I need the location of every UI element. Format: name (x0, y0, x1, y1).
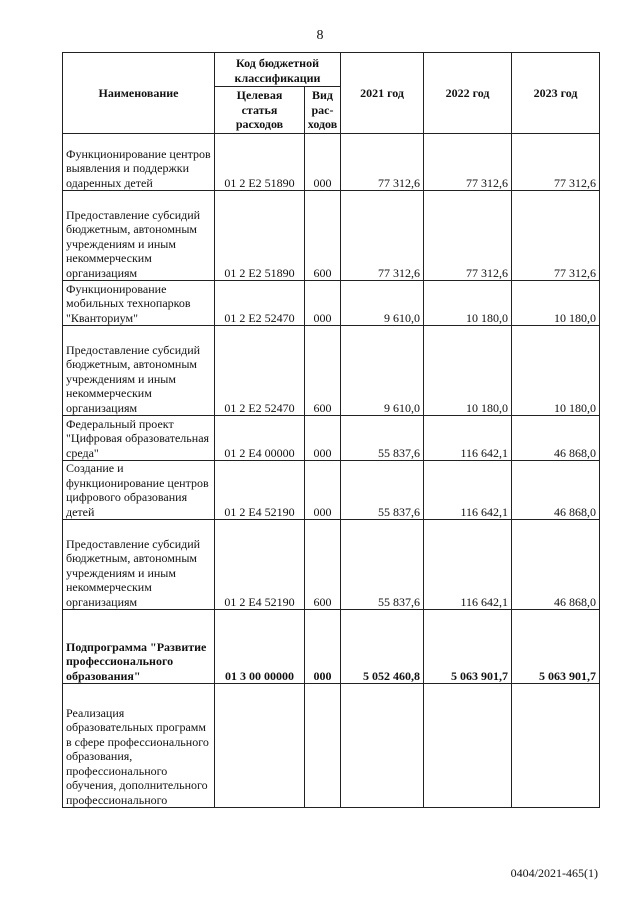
cell-target-article: 01 2 E4 52190 (215, 520, 305, 610)
cell-2023: 46 868,0 (512, 520, 600, 610)
document-code: 0404/2021-465(1) (510, 866, 598, 880)
table-header (63, 53, 600, 134)
cell-expense-type: 000 (305, 281, 341, 326)
table-row (63, 610, 600, 684)
cell-name: Предоставление субсидий бюджетным, автономным учреждениям и иным некоммерческим организациям (63, 191, 215, 281)
cell-2023: 46 868,0 (512, 416, 600, 461)
cell-target-article (215, 684, 305, 808)
cell-2022: 116 642,1 (424, 416, 512, 461)
cell-2023: 10 180,0 (512, 281, 600, 326)
cell-2022: 10 180,0 (424, 326, 512, 416)
cell-2023: 10 180,0 (512, 326, 600, 416)
header-expense-type: Вид рас-ходов (305, 87, 341, 134)
cell-expense-type: 600 (305, 520, 341, 610)
cell-2023: 77 312,6 (512, 191, 600, 281)
header-2021: 2021 год (341, 53, 424, 134)
cell-2021: 9 610,0 (341, 326, 424, 416)
cell-2021: 55 837,6 (341, 416, 424, 461)
cell-2021: 5 052 460,8 (341, 610, 424, 684)
table-row (63, 520, 600, 610)
cell-2022: 77 312,6 (424, 134, 512, 191)
table-row (63, 191, 600, 281)
cell-2022: 10 180,0 (424, 281, 512, 326)
cell-2021: 55 837,6 (341, 461, 424, 520)
cell-expense-type: 000 (305, 134, 341, 191)
cell-2022: 5 063 901,7 (424, 610, 512, 684)
table-row (63, 461, 600, 520)
table-row (63, 684, 600, 808)
cell-name: Предоставление субсидий бюджетным, автономным учреждениям и иным некоммерческим организациям (63, 520, 215, 610)
table-row (63, 134, 600, 191)
cell-2021: 9 610,0 (341, 281, 424, 326)
header-2022: 2022 год (424, 53, 512, 134)
cell-2021: 77 312,6 (341, 134, 424, 191)
table-row (63, 326, 600, 416)
cell-target-article: 01 2 E4 52190 (215, 461, 305, 520)
page-number: 8 (316, 28, 324, 43)
cell-name: Предоставление субсидий бюджетным, автономным учреждениям и иным некоммерческим организациям (63, 326, 215, 416)
cell-target-article: 01 2 E2 51890 (215, 134, 305, 191)
cell-target-article: 01 3 00 00000 (215, 610, 305, 684)
cell-expense-type: 600 (305, 191, 341, 281)
cell-name: Создание и функционирование центров цифрового образования детей (63, 461, 215, 520)
cell-expense-type (305, 684, 341, 808)
cell-2023: 77 312,6 (512, 134, 600, 191)
cell-2022: 116 642,1 (424, 461, 512, 520)
cell-2023: 46 868,0 (512, 461, 600, 520)
cell-2022: 77 312,6 (424, 191, 512, 281)
cell-2021: 55 837,6 (341, 520, 424, 610)
cell-target-article: 01 2 E2 52470 (215, 326, 305, 416)
cell-name: Подпрограмма "Развитие профессионального образования" (63, 610, 215, 684)
cell-name: Функционирование центров выявления и поддержки одаренных детей (63, 134, 215, 191)
cell-target-article: 01 2 E4 00000 (215, 416, 305, 461)
cell-2022 (424, 684, 512, 808)
cell-2022: 116 642,1 (424, 520, 512, 610)
cell-target-article: 01 2 E2 52470 (215, 281, 305, 326)
table-body (63, 134, 600, 808)
cell-expense-type: 000 (305, 461, 341, 520)
cell-expense-type: 000 (305, 610, 341, 684)
header-code-group: Код бюджетной классификации (215, 53, 341, 87)
cell-name: Федеральный проект "Цифровая образовательная среда" (63, 416, 215, 461)
header-2023: 2023 год (512, 53, 600, 134)
header-target-article: Целевая статья расходов (215, 87, 305, 134)
table-row (63, 281, 600, 326)
cell-expense-type: 600 (305, 326, 341, 416)
cell-target-article: 01 2 E2 51890 (215, 191, 305, 281)
table-row (63, 416, 600, 461)
cell-2023: 5 063 901,7 (512, 610, 600, 684)
header-name: Наименование (63, 53, 215, 134)
cell-2021 (341, 684, 424, 808)
cell-2021: 77 312,6 (341, 191, 424, 281)
cell-2023 (512, 684, 600, 808)
budget-table (62, 52, 600, 808)
cell-expense-type: 000 (305, 416, 341, 461)
cell-name: Функционирование мобильных технопарков "Кванториум" (63, 281, 215, 326)
cell-name: Реализация образовательных программ в сфере профессионального образования, профессионального обучения, дополнительного профессионального (63, 684, 215, 808)
